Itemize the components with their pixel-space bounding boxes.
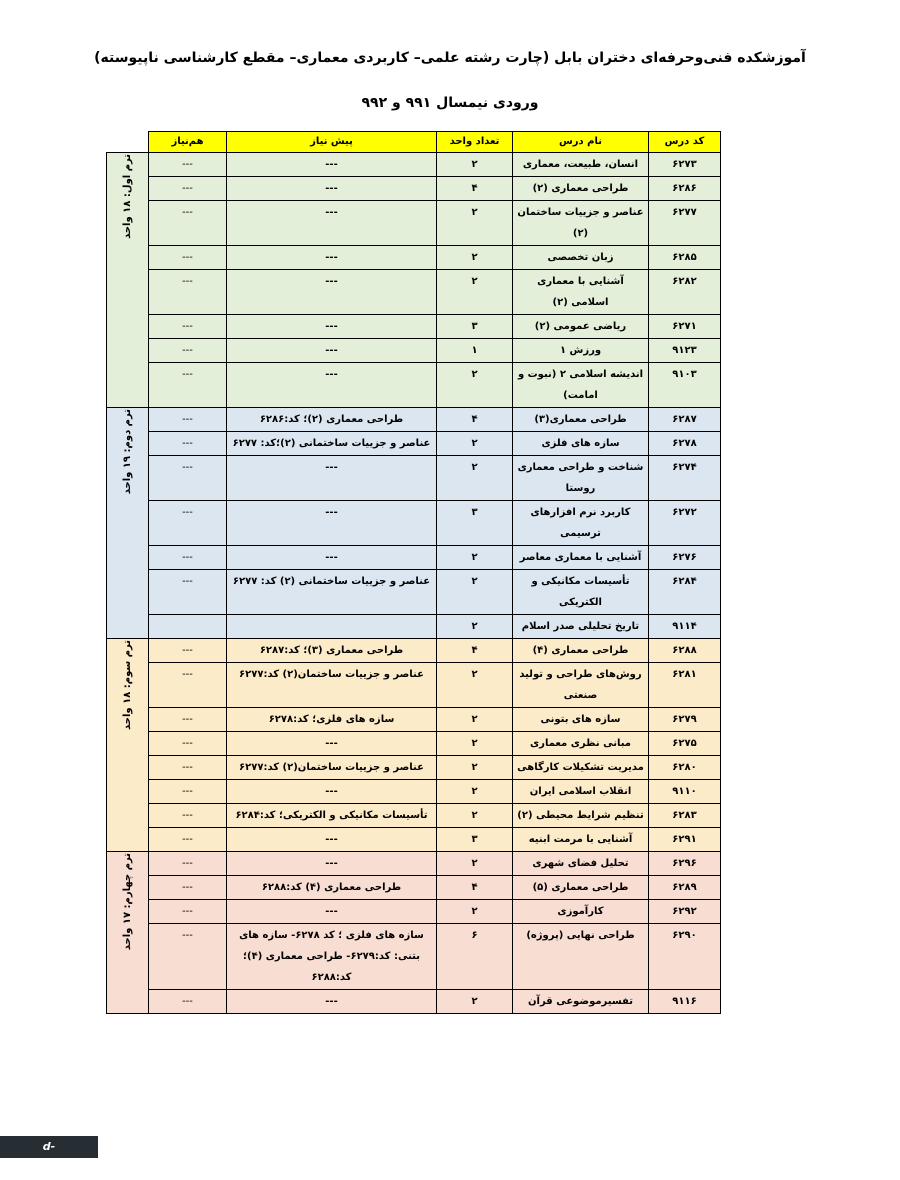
table-row <box>107 924 721 990</box>
course-coreq: --- <box>149 408 227 432</box>
course-code: ۶۲۷۵ <box>649 732 721 756</box>
course-coreq: --- <box>149 828 227 852</box>
course-prereq: عناصر و جزییات ساختمانی (۲)؛کد: ۶۲۷۷ <box>227 432 437 456</box>
course-prereq: طراحی معماری (۲)؛ کد:۶۲۸۶ <box>227 408 437 432</box>
table-row <box>107 201 721 246</box>
course-coreq <box>149 615 227 639</box>
course-units: ۳ <box>437 828 513 852</box>
table-row <box>107 570 721 615</box>
table-row <box>107 432 721 456</box>
course-name: سازه های فلزی <box>513 432 649 456</box>
course-name: طراحی معماری (۲) <box>513 177 649 201</box>
course-coreq: --- <box>149 546 227 570</box>
course-code: ۶۲۹۱ <box>649 828 721 852</box>
course-prereq: عناصر و جزییات ساختمان(۲) کد:۶۲۷۷ <box>227 663 437 708</box>
course-prereq: --- <box>227 501 437 546</box>
course-coreq: --- <box>149 804 227 828</box>
course-prereq: طراحی معماری (۳)؛ کد:۶۲۸۷ <box>227 639 437 663</box>
course-prereq: --- <box>227 546 437 570</box>
table-row <box>107 900 721 924</box>
table-row <box>107 339 721 363</box>
course-name: تحلیل فضای شهری <box>513 852 649 876</box>
term-label: ترم اول: ۱۸ واحد <box>121 154 133 239</box>
course-name: ریاضی عمومی (۲) <box>513 315 649 339</box>
table-header-row <box>107 132 721 153</box>
course-code: ۶۲۸۹ <box>649 876 721 900</box>
course-prereq: عناصر و جزییات ساختمانی (۲) کد: ۶۲۷۷ <box>227 570 437 615</box>
header-prereq: پیش نیاز <box>227 132 437 153</box>
table-row <box>107 153 721 177</box>
course-prereq: --- <box>227 201 437 246</box>
course-units: ۲ <box>437 780 513 804</box>
course-units: ۴ <box>437 876 513 900</box>
header-code: کد درس <box>649 132 721 153</box>
course-name: تأسیسات مکانیکی و الکتریکی <box>513 570 649 615</box>
course-code: ۶۲۷۲ <box>649 501 721 546</box>
table-row <box>107 756 721 780</box>
course-code: ۹۱۲۳ <box>649 339 721 363</box>
course-code: ۶۲۷۶ <box>649 546 721 570</box>
course-code: ۶۲۷۸ <box>649 432 721 456</box>
table-row <box>107 663 721 708</box>
course-code: ۶۲۸۸ <box>649 639 721 663</box>
course-units: ۲ <box>437 201 513 246</box>
course-code: ۶۲۹۰ <box>649 924 721 990</box>
course-coreq: --- <box>149 177 227 201</box>
course-code: ۶۲۸۴ <box>649 570 721 615</box>
course-coreq: --- <box>149 363 227 408</box>
term-label: ترم دوم: ۱۹ واحد <box>121 409 133 495</box>
course-prereq: تأسیسات مکانیکی و الکتریکی؛ کد:۶۲۸۴ <box>227 804 437 828</box>
header-units: تعداد واحد <box>437 132 513 153</box>
course-prereq: --- <box>227 153 437 177</box>
course-coreq: --- <box>149 990 227 1014</box>
course-name: روش‌های طراحی و تولید صنعتی <box>513 663 649 708</box>
course-name: زبان تخصصی <box>513 246 649 270</box>
term-label-cell <box>107 408 149 639</box>
header-term-blank <box>107 132 149 153</box>
course-prereq: --- <box>227 339 437 363</box>
course-units: ۲ <box>437 246 513 270</box>
course-name: تفسیرموضوعی قرآن <box>513 990 649 1014</box>
table-row <box>107 501 721 546</box>
course-name: عناصر و جزییات ساختمان (۲) <box>513 201 649 246</box>
table-row <box>107 639 721 663</box>
term-label-cell <box>107 153 149 408</box>
page-title: آموزشکده فنی‌وحرفه‌ای دختران بابل (چارت رشته علمی– کاربردی معماری– مقطع کارشناسی ناپیوسته) <box>94 50 806 66</box>
course-code: ۹۱۱۰ <box>649 780 721 804</box>
course-prereq: --- <box>227 990 437 1014</box>
course-coreq: --- <box>149 270 227 315</box>
table-row <box>107 708 721 732</box>
course-units: ۲ <box>437 270 513 315</box>
course-name: اندیشه اسلامی ۲ (نبوت و امامت) <box>513 363 649 408</box>
course-units: ۲ <box>437 363 513 408</box>
course-name: طراحی معماری (۴) <box>513 639 649 663</box>
table-row <box>107 246 721 270</box>
course-prereq: سازه های فلزی؛ کد:۶۲۷۸ <box>227 708 437 732</box>
course-name: انسان، طبیعت، معماری <box>513 153 649 177</box>
course-units: ۴ <box>437 408 513 432</box>
course-coreq: --- <box>149 201 227 246</box>
course-coreq: --- <box>149 570 227 615</box>
course-prereq: سازه های فلزی ؛ کد ۶۲۷۸- سازه های بتنی: کد:۶۲۷۹- طراحی معماری (۴)؛ کد:۶۲۸۸ <box>227 924 437 990</box>
course-code: ۶۲۸۳ <box>649 804 721 828</box>
term-label: ترم سوم: ۱۸ واحد <box>121 640 133 731</box>
course-name: آشنایی با مرمت ابنیه <box>513 828 649 852</box>
course-code: ۶۲۸۶ <box>649 177 721 201</box>
course-name: ورزش ۱ <box>513 339 649 363</box>
course-coreq: --- <box>149 663 227 708</box>
course-code: ۶۲۷۱ <box>649 315 721 339</box>
course-code: ۶۲۹۲ <box>649 900 721 924</box>
course-units: ۲ <box>437 852 513 876</box>
header-name: نام درس <box>513 132 649 153</box>
course-code: ۹۱۰۳ <box>649 363 721 408</box>
table-row <box>107 732 721 756</box>
site-watermark: d-babol.nus.ac.ir <box>0 1136 98 1158</box>
course-name: آشنایی با معماری معاصر <box>513 546 649 570</box>
course-name: شناخت و طراحی معماری روستا <box>513 456 649 501</box>
course-code: ۶۲۷۷ <box>649 201 721 246</box>
course-units: ۳ <box>437 315 513 339</box>
course-coreq: --- <box>149 732 227 756</box>
course-coreq: --- <box>149 315 227 339</box>
course-units: ۲ <box>437 153 513 177</box>
table-row <box>107 615 721 639</box>
table-row <box>107 804 721 828</box>
course-coreq: --- <box>149 456 227 501</box>
course-prereq: --- <box>227 828 437 852</box>
course-prereq: --- <box>227 270 437 315</box>
course-units: ۱ <box>437 339 513 363</box>
course-prereq: --- <box>227 363 437 408</box>
course-prereq: --- <box>227 177 437 201</box>
course-units: ۲ <box>437 570 513 615</box>
course-code: ۶۲۸۰ <box>649 756 721 780</box>
course-name: طراحی معماری (۵) <box>513 876 649 900</box>
course-code: ۹۱۱۴ <box>649 615 721 639</box>
course-prereq: --- <box>227 900 437 924</box>
course-units: ۲ <box>437 990 513 1014</box>
table-row <box>107 363 721 408</box>
table-row <box>107 852 721 876</box>
course-name: طراحی معماری(۳) <box>513 408 649 432</box>
course-coreq: --- <box>149 246 227 270</box>
course-coreq: --- <box>149 708 227 732</box>
course-coreq: --- <box>149 639 227 663</box>
page-subtitle: ورودی نیمسال ۹۹۱ و ۹۹۲ <box>361 95 539 111</box>
curriculum-table <box>106 131 721 1014</box>
course-units: ۳ <box>437 501 513 546</box>
table-row <box>107 828 721 852</box>
course-units: ۲ <box>437 804 513 828</box>
course-units: ۲ <box>437 900 513 924</box>
course-name: مدیریت تشکیلات کارگاهی <box>513 756 649 780</box>
table-row <box>107 780 721 804</box>
table-row <box>107 315 721 339</box>
course-prereq: --- <box>227 852 437 876</box>
course-code: ۶۲۷۳ <box>649 153 721 177</box>
course-coreq: --- <box>149 900 227 924</box>
table-row <box>107 270 721 315</box>
course-units: ۴ <box>437 639 513 663</box>
table-row <box>107 990 721 1014</box>
course-code: ۶۲۸۵ <box>649 246 721 270</box>
table-row <box>107 876 721 900</box>
term-label-cell <box>107 852 149 1014</box>
course-coreq: --- <box>149 876 227 900</box>
course-units: ۲ <box>437 546 513 570</box>
course-coreq: --- <box>149 339 227 363</box>
course-prereq: عناصر و جزییات ساختمان(۲) کد:۶۲۷۷ <box>227 756 437 780</box>
course-coreq: --- <box>149 780 227 804</box>
course-name: تنظیم شرایط محیطی (۲) <box>513 804 649 828</box>
course-name: کاربرد نرم افزارهای ترسیمی <box>513 501 649 546</box>
course-coreq: --- <box>149 756 227 780</box>
table-body <box>107 153 721 1014</box>
table-row <box>107 456 721 501</box>
course-prereq: --- <box>227 732 437 756</box>
course-name: کارآموزی <box>513 900 649 924</box>
course-units: ۶ <box>437 924 513 990</box>
table-row <box>107 546 721 570</box>
course-units: ۲ <box>437 615 513 639</box>
course-units: ۴ <box>437 177 513 201</box>
course-code: ۹۱۱۶ <box>649 990 721 1014</box>
course-name: سازه های بتونی <box>513 708 649 732</box>
course-code: ۶۲۷۴ <box>649 456 721 501</box>
course-code: ۶۲۷۹ <box>649 708 721 732</box>
course-coreq: --- <box>149 852 227 876</box>
course-prereq: طراحی معماری (۴) کد:۶۲۸۸ <box>227 876 437 900</box>
header-coreq: هم‌نیاز <box>149 132 227 153</box>
course-prereq: --- <box>227 456 437 501</box>
course-code: ۶۲۸۷ <box>649 408 721 432</box>
course-code: ۶۲۸۲ <box>649 270 721 315</box>
course-prereq: --- <box>227 246 437 270</box>
term-label: ترم چهارم: ۱۷ واحد <box>121 853 133 951</box>
course-coreq: --- <box>149 501 227 546</box>
course-name: مبانی نظری معماری <box>513 732 649 756</box>
course-units: ۲ <box>437 432 513 456</box>
course-units: ۲ <box>437 663 513 708</box>
course-prereq <box>227 615 437 639</box>
table-row <box>107 408 721 432</box>
course-coreq: --- <box>149 153 227 177</box>
course-code: ۶۲۹۶ <box>649 852 721 876</box>
table-row <box>107 177 721 201</box>
course-name: طراحی نهایی (پروژه) <box>513 924 649 990</box>
course-units: ۲ <box>437 456 513 501</box>
course-prereq: --- <box>227 780 437 804</box>
term-label-cell <box>107 639 149 852</box>
course-coreq: --- <box>149 924 227 990</box>
course-name: انقلاب اسلامی ایران <box>513 780 649 804</box>
course-coreq: --- <box>149 432 227 456</box>
course-units: ۲ <box>437 756 513 780</box>
course-code: ۶۲۸۱ <box>649 663 721 708</box>
course-name: آشنایی با معماری اسلامی (۲) <box>513 270 649 315</box>
course-name: تاریخ تحلیلی صدر اسلام <box>513 615 649 639</box>
course-units: ۲ <box>437 708 513 732</box>
course-units: ۲ <box>437 732 513 756</box>
course-prereq: --- <box>227 315 437 339</box>
